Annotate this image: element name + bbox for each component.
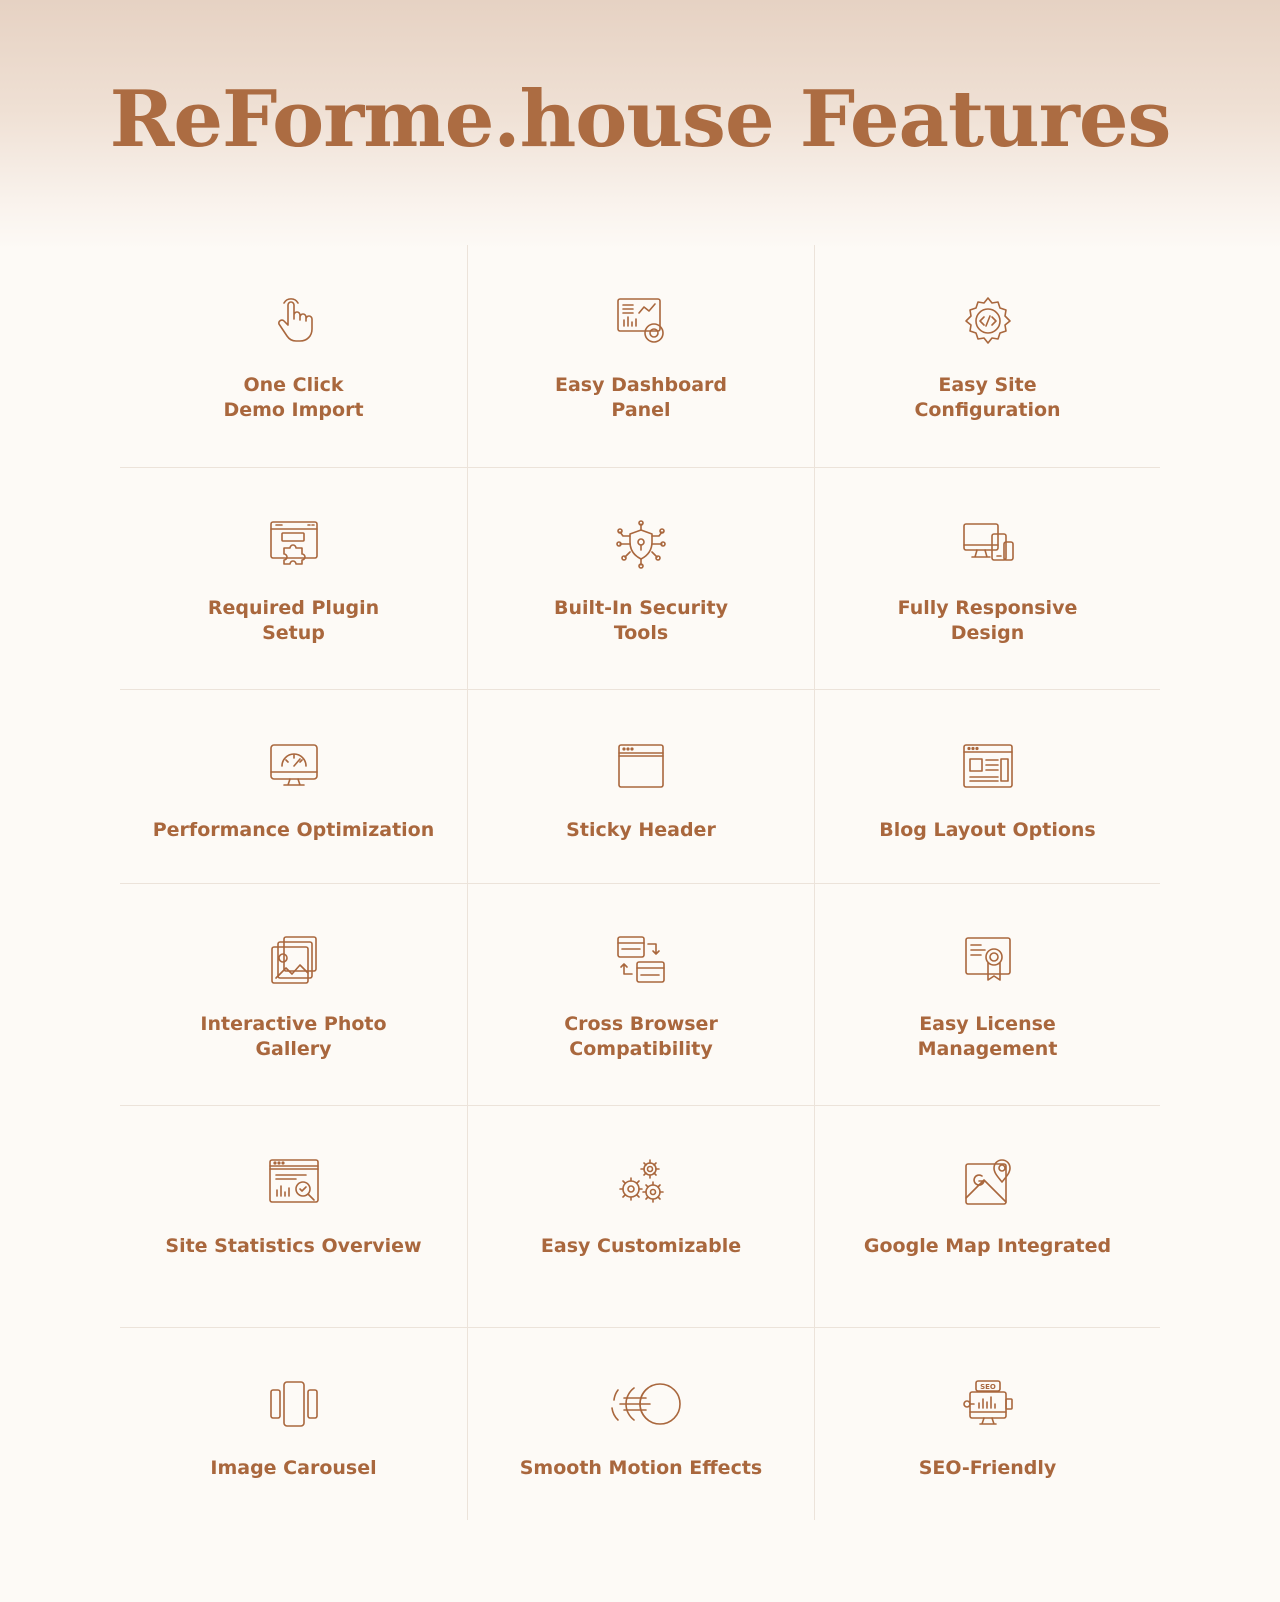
feature-label: Site Statistics Overview xyxy=(165,1235,422,1257)
feature-card xyxy=(467,884,814,1105)
feature-card xyxy=(814,884,1160,1105)
dashboard-chart-icon xyxy=(615,295,667,347)
feature-card xyxy=(120,245,467,467)
features-row xyxy=(120,468,1160,690)
feature-card xyxy=(814,1328,1160,1520)
features-row xyxy=(120,690,1160,884)
features-row xyxy=(120,245,1160,468)
feature-card xyxy=(120,468,467,689)
feature-card xyxy=(814,245,1160,467)
feature-label: Easy Site Configuration xyxy=(914,374,1061,421)
feature-card xyxy=(814,690,1160,883)
feature-label: Cross Browser Compatibility xyxy=(564,1013,718,1060)
feature-label: One Click Demo Import xyxy=(223,374,364,421)
hand-pointer-icon xyxy=(268,295,320,347)
blog-layout-icon xyxy=(962,740,1014,792)
code-gear-icon xyxy=(962,295,1014,347)
feature-label: Built-In Security Tools xyxy=(554,597,728,644)
svg-text:SEO: SEO xyxy=(979,1383,996,1391)
speed-gauge-monitor-icon xyxy=(268,740,320,792)
feature-card xyxy=(467,1106,814,1327)
photo-gallery-icon xyxy=(268,934,320,986)
feature-card xyxy=(814,1106,1160,1327)
feature-label: Easy License Management xyxy=(917,1013,1058,1060)
features-grid xyxy=(120,245,1160,1520)
feature-label: Required Plugin Setup xyxy=(207,597,380,644)
features-row xyxy=(120,1328,1160,1520)
feature-card xyxy=(120,1328,467,1520)
cross-browser-icon xyxy=(615,934,667,986)
motion-circles-icon xyxy=(598,1378,684,1430)
feature-card xyxy=(814,468,1160,689)
carousel-icon xyxy=(268,1378,320,1430)
site-statistics-icon xyxy=(268,1156,320,1208)
responsive-devices-icon xyxy=(962,518,1014,570)
seo-monitor-icon xyxy=(962,1378,1014,1430)
feature-card xyxy=(467,468,814,689)
browser-window-icon xyxy=(615,740,667,792)
feature-card xyxy=(467,245,814,467)
feature-label: Easy Dashboard Panel xyxy=(555,374,727,421)
feature-card xyxy=(120,690,467,883)
feature-label: Performance Optimization xyxy=(152,819,435,841)
features-row xyxy=(120,1106,1160,1328)
gears-icon xyxy=(615,1156,667,1208)
feature-label: Interactive Photo Gallery xyxy=(200,1013,387,1060)
feature-label: Fully Responsive Design xyxy=(897,597,1078,644)
feature-label: Image Carousel xyxy=(210,1457,377,1479)
feature-label: Blog Layout Options xyxy=(879,819,1096,841)
feature-card xyxy=(120,884,467,1105)
feature-label: Google Map Integrated xyxy=(863,1235,1112,1257)
feature-label: Easy Customizable xyxy=(540,1235,742,1257)
feature-card xyxy=(120,1106,467,1327)
feature-card xyxy=(467,1328,814,1520)
page-title: ReForme.house Features xyxy=(109,74,1171,165)
feature-label: SEO-Friendly xyxy=(918,1457,1057,1479)
feature-card xyxy=(467,690,814,883)
google-map-pin-icon xyxy=(962,1156,1014,1208)
plugin-puzzle-icon xyxy=(268,518,320,570)
feature-label: Sticky Header xyxy=(566,819,716,841)
features-row xyxy=(120,884,1160,1106)
security-shield-icon xyxy=(615,518,667,570)
license-certificate-icon xyxy=(962,934,1014,986)
feature-label: Smooth Motion Effects xyxy=(519,1457,763,1479)
